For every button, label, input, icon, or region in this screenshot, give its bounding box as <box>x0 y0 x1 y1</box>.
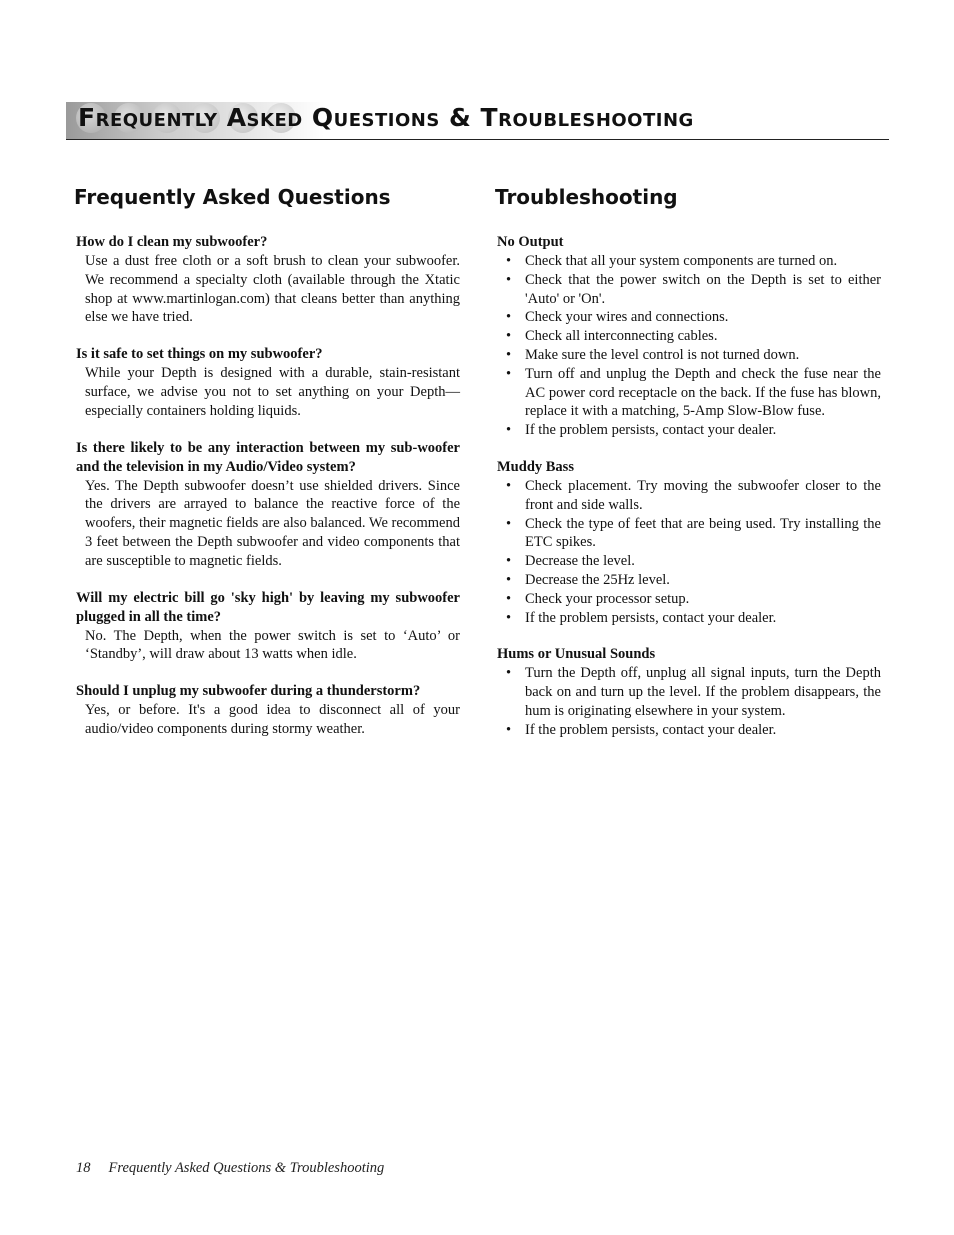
list-item: • If the problem persists, contact your dealer. <box>497 421 881 440</box>
page-footer <box>76 1160 384 1177</box>
ts-list <box>497 252 881 440</box>
troubleshooting-heading: Troubleshooting <box>495 185 678 209</box>
list-item: • If the problem persists, contact your dealer. <box>497 721 881 740</box>
faq-question: Will my electric bill go 'sky high' by leaving my subwoofer plugged in all the time? <box>76 589 460 625</box>
troubleshooting-column <box>497 184 881 758</box>
list-item: • Check that the power switch on the Depth is set to either 'Auto' or 'On'. <box>497 271 881 309</box>
list-item: • Decrease the level. <box>497 552 881 571</box>
faq-item <box>76 439 460 571</box>
page-number: 18 <box>76 1160 91 1176</box>
faq-item <box>76 589 460 665</box>
page-title: Frequently Asked Questions & Troubleshooting <box>78 103 694 132</box>
ts-section-title: Hums or Unusual Sounds <box>497 646 656 663</box>
ts-section-muddy-bass <box>497 458 881 627</box>
faq-item <box>76 682 460 739</box>
list-item: • Turn off and unplug the Depth and check the fuse near the AC power cord receptacle on the back. If the fuse has blown, replace it with a matching, 5-Amp Slow-Blow fuse. <box>497 365 881 421</box>
list-item: • Turn the Depth off, unplug all signal inputs, turn the Depth back on and turn up the level. If the problem disappears, the hum is originating elsewhere in your system. <box>497 664 881 720</box>
list-item: • If the problem persists, contact your dealer. <box>497 609 881 628</box>
faq-item <box>76 345 460 420</box>
ts-list <box>497 664 881 739</box>
ts-list <box>497 477 881 627</box>
faq-item <box>76 233 460 327</box>
faq-answer: No. The Depth, when the power switch is set to ‘Auto’ or ‘Standby’, will draw about 13 watts when idle. <box>85 627 460 663</box>
faq-heading: Frequently Asked Questions <box>74 185 391 209</box>
list-item: • Make sure the level control is not turned down. <box>497 346 881 365</box>
ts-section-title: No Output <box>497 234 564 250</box>
faq-question: Is there likely to be any interaction between my sub-woofer and the television in my Audio/Video system? <box>76 439 460 475</box>
faq-answer: Yes, or before. It's a good idea to disconnect all of your audio/video components during stormy weather. <box>85 702 460 737</box>
faq-answer: While your Depth is designed with a durable, stain-resistant surface, we advise you not to set anything on your Depth—especially containers holding liquids. <box>85 365 460 419</box>
faq-answer: Yes. The Depth subwoofer doesn’t use shielded drivers. Since the drivers are arrayed to balance the reactive force of the woofers, their magnetic fields are also balanced. We recommend 3 feet between the Depth subwoofer and video components that are susceptible to magnetic fields. <box>85 477 460 569</box>
list-item: • Check the type of feet that are being used. Try installing the ETC spikes. <box>497 515 881 553</box>
faq-answer: Use a dust free cloth or a soft brush to clean your subwoofer. We recommend a specialty cloth (available through the Xtatic shop at www.martinlogan.com) that cleans better than anything else we have tried. <box>85 253 460 326</box>
list-item: • Check all interconnecting cables. <box>497 327 881 346</box>
faq-question: How do I clean my subwoofer? <box>76 234 268 250</box>
faq-column <box>76 184 460 757</box>
list-item: • Check your processor setup. <box>497 590 881 609</box>
faq-question: Is it safe to set things on my subwoofer? <box>76 346 323 363</box>
ts-section-title: Muddy Bass <box>497 458 574 475</box>
list-item: • Check that all your system components are turned on. <box>497 252 881 271</box>
ts-section-no-output <box>497 233 881 440</box>
ts-section-hums <box>497 645 881 739</box>
faq-question: Should I unplug my subwoofer during a thunderstorm? <box>76 683 421 700</box>
list-item: • Check your wires and connections. <box>497 308 881 327</box>
list-item: • Check placement. Try moving the subwoofer closer to the front and side walls. <box>497 477 881 515</box>
title-divider <box>66 139 889 140</box>
running-title: Frequently Asked Questions & Troubleshooting <box>108 1160 385 1176</box>
list-item: • Decrease the 25Hz level. <box>497 571 881 590</box>
